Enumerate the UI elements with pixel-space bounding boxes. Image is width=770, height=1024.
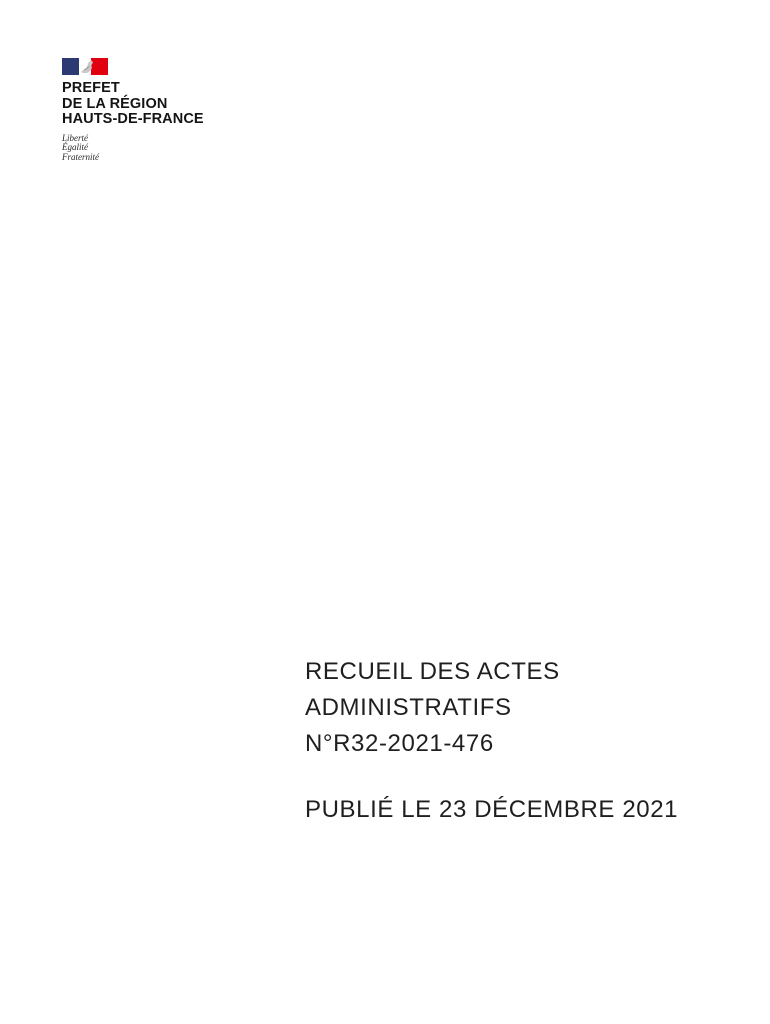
publication-date: PUBLIÉ LE 23 DÉCEMBRE 2021 — [305, 796, 679, 823]
prefecture-logo — [62, 58, 242, 162]
republic-motto — [62, 134, 242, 163]
title-line-2: ADMINISTRATIFS — [305, 694, 512, 721]
motto-line-2: Égalité — [62, 142, 88, 152]
institution-line-1: PREFET — [62, 80, 120, 96]
document-title — [305, 654, 560, 762]
motto-line-3: Fraternité — [62, 151, 99, 162]
motto-line-1: Liberté — [62, 132, 88, 143]
institution-name — [62, 81, 242, 128]
institution-line-2: DE LA RÉGION — [62, 95, 168, 112]
marianne-tricolor-emblem-icon — [62, 58, 108, 75]
title-line-1: RECUEIL DES ACTES — [305, 658, 560, 685]
institution-line-3: HAUTS-DE-FRANCE — [62, 111, 204, 127]
title-line-3: N°R32-2021-476 — [305, 730, 494, 757]
